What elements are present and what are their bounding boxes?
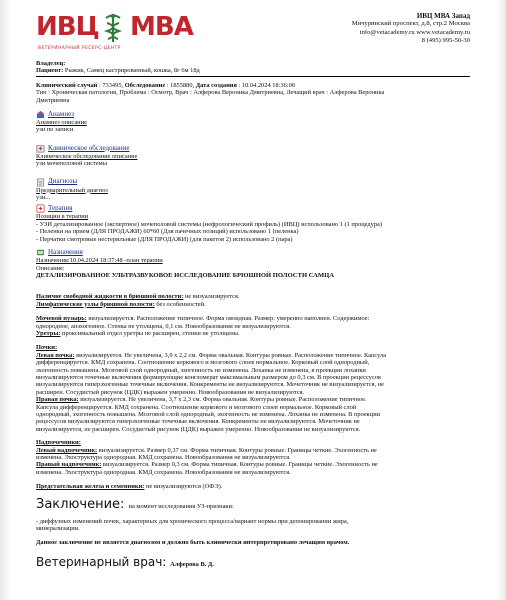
case-type-line-cont: Дмитриевна — [36, 96, 70, 104]
prescriptions-desc: Описание: — [36, 264, 65, 272]
conclusion-disclaimer: Данное заключение не является диагнозом и должно быть клинически интерпретировано лечащим врачом. — [36, 539, 350, 547]
conclusion-text: минерализации. — [36, 525, 80, 533]
right-adrenal-line: Правый надпочечник: визуализируется. Размер 0,3 см. Форма типичная. Контуры ровные. Границы четкие. Эхогенность не — [36, 461, 378, 469]
owner-line: Владелец: — [36, 60, 66, 67]
left-kidney-line: визуализируются гиперэхогенные точечные включения. Конкременты не визуализируются. Мочеточник не визуализируется, не — [36, 381, 384, 389]
anamnesis-icon — [36, 110, 45, 119]
logo-subtitle: ВЕТЕРИНАРНЫЙ РЕСЕРС·ЦЕНТР — [38, 45, 121, 50]
therapy-item: - Перчатки смотровые нестерильные (ДЛЯ ПРОДАЖИ) (для пакетов 2) использовано 2 (пара) — [36, 235, 293, 243]
conclusion-text: - диффузных изменений почек, характерных для хронического процесса/вариант нормы при депонировании жира, — [36, 517, 349, 525]
clinic-name: ИВЦ МВА Запад — [416, 12, 470, 20]
caduceus-icon — [98, 12, 128, 44]
patient-line: Пациент: Рыжик, Самец кастрированный, кошка, 8г 6м 18д — [36, 67, 200, 75]
right-kidney-line: Правая почка: визуализируется. Не увеличена, 3,7 х 2,3 см. Форма овальная. Контуры ровные. Расположение типичное. — [36, 396, 367, 404]
therapy-item: - УЗИ детализированное (экспертное) мочеполовой системы (нефрологический профиль) (ИВЦ) использовано 1 (1 процедура) — [36, 220, 382, 228]
free-fluid-line: Наличие свободной жидкости в брюшной полости: не визуализируется. — [36, 293, 240, 301]
logo-text-right: МВА — [130, 12, 193, 42]
bladder-line-cont: однородное, анэхогенное. Стенка не утолщена, 0,1 см. Новообразования не визуализируются. — [36, 322, 291, 330]
left-kidney-line: эхогенность повышена. Мозговой слой однородный, эхогенность не изменена. Лоханка не изменена, в проекции лоханки — [36, 366, 366, 374]
therapy-item: - Пеленки на прием (ДЛЯ ПРОДАЖИ) 60*60 (Для пачечных позиций) использовано 1 (пеленка) — [36, 228, 299, 236]
lymph-nodes-line: Лимфатические узлы брюшной полости: без особенностей. — [36, 300, 206, 308]
right-kidney-line: Капсула дифференцируется. КМД сохранена. Соотношение коркового и мозгового слоев нормальное. Корковый слой — [36, 403, 357, 411]
right-adrenal-line: изменена. Эхоструктура однородная. КМД сохранена. Новообразования не визуализируются. — [36, 468, 291, 476]
logo-text-left: ИВЦ — [36, 12, 99, 42]
section-clinical — [36, 144, 470, 153]
diagnoses-sub: Предварительный диагноз — [36, 186, 108, 194]
vet-line: Ветеринарный врач: Алферова В. Д. — [36, 554, 214, 569]
clinical-text: узи мочеполовой системы — [36, 160, 108, 168]
diagnoses-icon — [36, 178, 45, 187]
document-header — [36, 10, 470, 56]
report-title: ДЕТАЛИЗИРОВАННОЕ УЛЬТРАЗВУКОВОЕ ИССЛЕДОВАНИЕ БРЮШНОЙ ПОЛОСТИ САМЦА — [36, 271, 335, 279]
page-shadow-right — [496, 0, 506, 600]
left-kidney-line: визуализируются точечные включения формирующие конгломерат максимальным размером до 0,3 см. В проекции рецессусов — [36, 373, 381, 381]
section-therapy — [36, 204, 470, 213]
section-prescriptions-title[interactable]: Назначения — [48, 247, 83, 256]
clinic-logo — [36, 12, 193, 52]
therapy-icon — [36, 204, 45, 213]
section-therapy-title[interactable]: Терапия — [48, 204, 73, 213]
clinic-email-site: info@vetacademy.ru www.vetacademy.ru — [359, 28, 470, 36]
anamnesis-sub: Анамнез описание — [36, 119, 87, 127]
conclusion-heading: Заключение — [36, 496, 121, 512]
left-kidney-line: Левая почка: визуализируется. Не увеличена, 3,9 х 2,2 см. Форма овальная. Контуры ровные. Расположение типичное. Капсула — [36, 351, 387, 359]
left-kidney-line: дифференцируется. КМД сохранена. Соотношение коркового и мозгового слоев нормальное. Корковый слой однородный, — [36, 359, 370, 367]
divider — [36, 76, 470, 77]
clinic-info — [352, 12, 470, 45]
clinic-address: Мичуринский проспект, д.8, стр.2 Москва — [351, 20, 470, 28]
clinic-phone: 8 (495) 995-50-30 — [421, 36, 470, 44]
prostate-line: Предстательная железа и семенники: не визуализируются (ОФЭ). — [36, 483, 223, 491]
clinical-exam-icon — [36, 144, 45, 153]
case-line: Клинический случай : 733495, Обследование : 1855880, Дата создания : 10.04.2024 18:36:00 — [36, 81, 295, 89]
ureters-line: Уретры: проксимальный отдел уретры не расширен, стенки не утолщены. — [36, 329, 240, 337]
bladder-line: Мочевой пузырь: визуализируется. Расположение типичное. Форма овоидная. Размер: умеренно наполнен. Содержимое: — [36, 315, 370, 323]
right-kidney-line: рецессусов визуализируются гиперэхогенные точечные включения. Конкременты не визуализируются. Мочеточник не — [36, 418, 360, 426]
adrenals-heading: Надпочечники: — [36, 439, 81, 447]
diagnoses-text: узи... — [36, 194, 50, 202]
anamnesis-text: узи по записи — [36, 126, 74, 134]
therapy-sub: Позиции в терапии — [36, 213, 89, 221]
left-adrenal-line: Левый надпочечник: визуализируется. Размер 0,37 см. Форма типичная. Контуры ровные. Границы четкие. Эхогенность не — [36, 446, 377, 454]
section-anamnesis — [36, 110, 470, 119]
right-kidney-line: однородный, эхогенность повышена. Мозговой слой однородный, эхогенность не изменена. Лоханка не изменена. В проекции — [36, 411, 381, 418]
prescriptions-sub: Назначения:10.04.2024 18:37:48 -план терапии — [36, 257, 163, 265]
left-adrenal-line: изменена. Эхоструктура однородная. КМД сохранена. Новообразования не визуализируются. — [36, 454, 291, 462]
prescriptions-icon — [36, 248, 45, 257]
kidneys-heading: Почки: — [36, 344, 58, 352]
section-clinical-title[interactable]: Клиническое обследование — [48, 143, 130, 152]
section-diagnoses — [36, 178, 470, 187]
right-kidney-line: визуализируется, не расширен. Сосудистый рисунок (ЦДК) выражен умеренно. Новообразования не визуализируются. — [36, 425, 361, 433]
case-type-line: Тип : Хроническая патология, Проблема : Осмотр, Врач : Алферова Вероника Дмитриевна, Лечащий врач : Алферова Вероника — [36, 89, 385, 97]
section-anamnesis-title[interactable]: Анамнез — [48, 109, 75, 118]
vet-name: Алферова В. Д. — [170, 560, 214, 568]
section-diagnoses-title[interactable]: Диагнозы — [48, 177, 78, 186]
left-kidney-line: расширен. Сосудистый рисунок (ЦДК) выражен умеренно. Новообразования не визуализируются. — [36, 388, 305, 396]
clinical-sub: Клиническое обследование описание — [36, 152, 138, 160]
section-prescriptions — [36, 248, 470, 257]
conclusion-line: Заключение: на момент исследования УЗ-признаки: — [36, 496, 234, 512]
page-shadow-left — [0, 0, 10, 600]
vet-label: Ветеринарный врач — [36, 554, 163, 569]
document-content — [36, 10, 470, 569]
